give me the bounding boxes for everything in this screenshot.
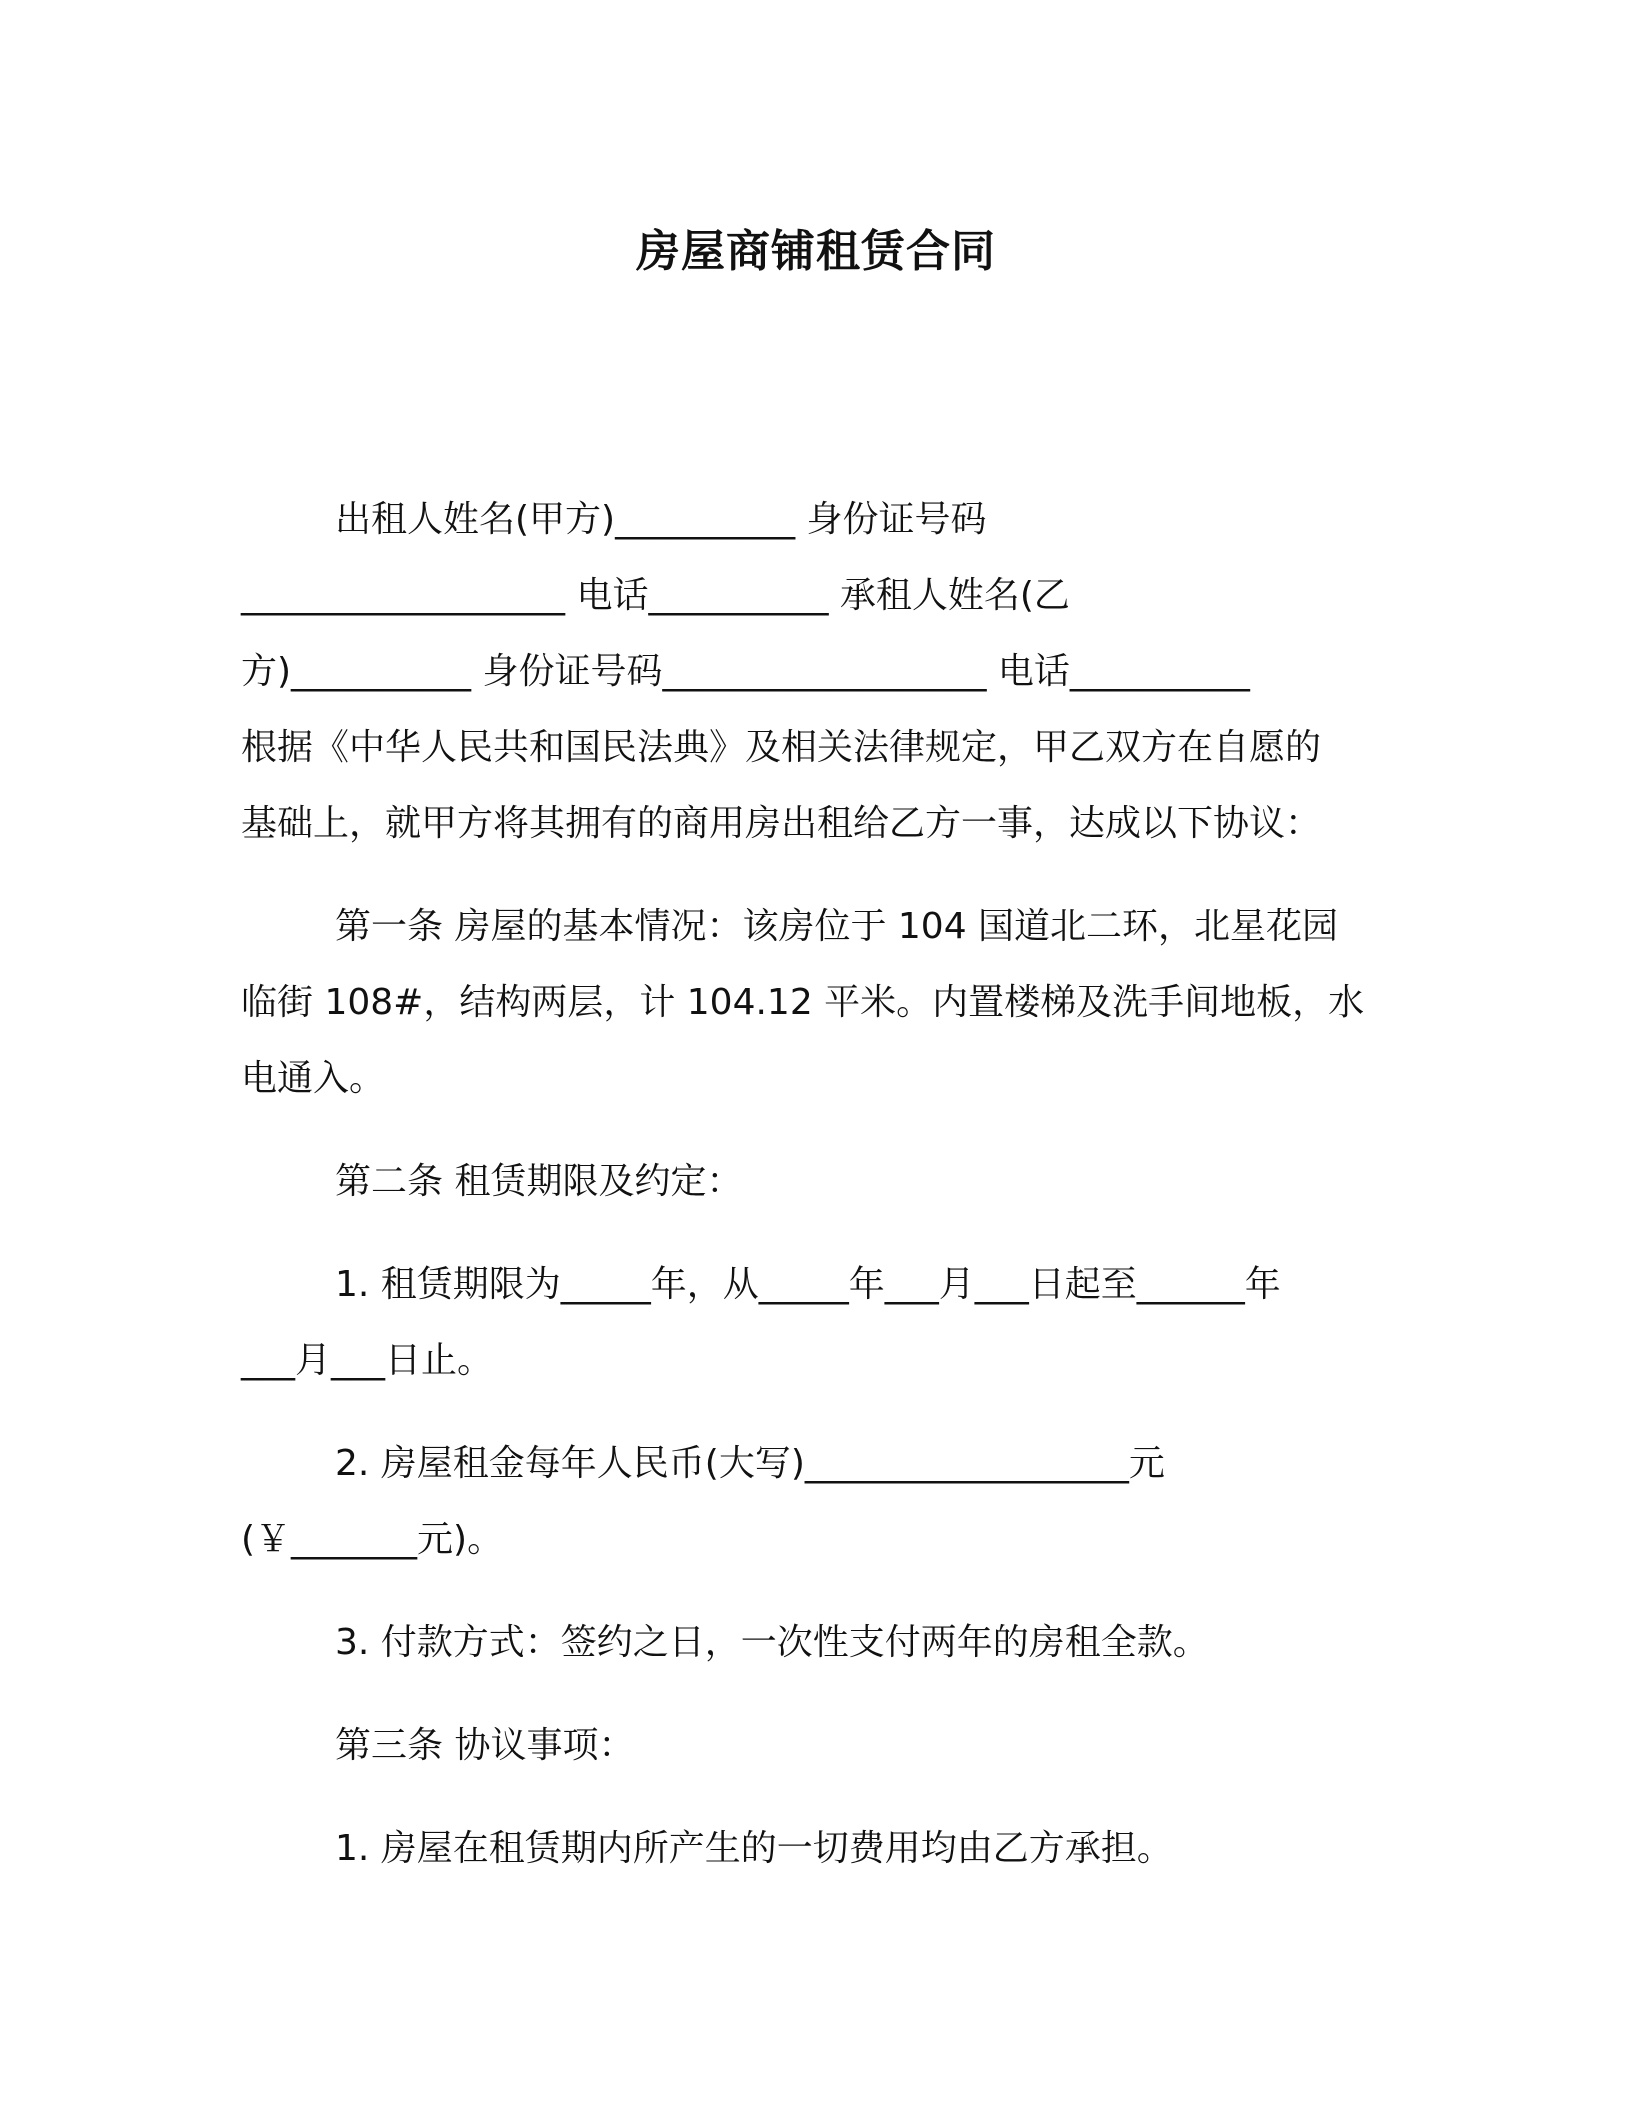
article-1-line-3: 电通入。 [241,1058,386,1099]
article-2-item-2-line-2: (￥_______元)。 [241,1519,504,1560]
article-3-heading: 第三条 协议事项： [335,1725,635,1766]
article-2-heading: 第二条 租赁期限及约定： [335,1161,743,1202]
article-2-item-1-line-2: ___月___日止。 [241,1340,494,1381]
article-3-item-1: 1. 房屋在租赁期内所产生的一切费用均由乙方承担。 [335,1828,1173,1869]
preamble-line-2: 基础上，就甲方将其拥有的商用房出租给乙方一事，达成以下协议： [241,803,1322,844]
article-1-line-1: 第一条 房屋的基本情况：该房位于 104 国道北二环，北星花园 [335,906,1339,947]
party-a-line: 出租人姓名(甲方)__________ 身份证号码 [335,499,987,540]
party-b-line: 方)__________ 身份证号码__________________ 电话__________ [241,651,1250,692]
preamble-line-1: 根据《中华人民共和国民法典》及相关法律规定，甲乙双方在自愿的 [241,727,1322,768]
document-title: 房屋商铺租赁合同 [636,226,996,277]
article-2-item-2-line-1: 2. 房屋租金每年人民币(大写)__________________元 [335,1443,1165,1484]
article-2-item-3: 3. 付款方式：签约之日，一次性支付两年的房租全款。 [335,1622,1209,1663]
party-a-phone-line: __________________ 电话__________ 承租人姓名(乙 [241,575,1070,616]
article-2-item-1-line-1: 1. 租赁期限为_____年，从_____年___月___日起至______年 [335,1264,1281,1305]
article-1-line-2: 临街 108#，结构两层，计 104.12 平米。内置楼梯及洗手间地板，水 [241,982,1365,1023]
